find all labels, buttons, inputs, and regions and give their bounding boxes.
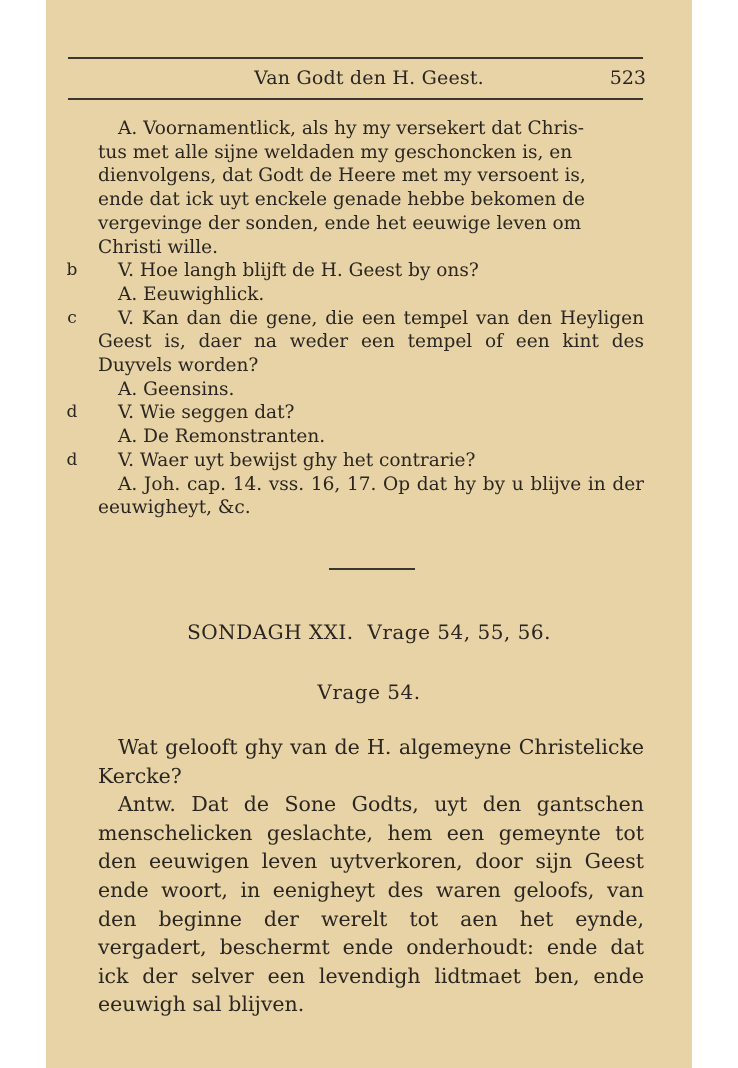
header-bottom-rule <box>68 98 643 100</box>
margin-note-b: b <box>66 260 78 281</box>
question-text: Wat gelooft ghy van de H. algemeyne Christelicke Kercke? <box>98 735 644 788</box>
book-page <box>46 0 692 1068</box>
question-paragraph <box>66 449 644 473</box>
answer-line: A. Voornamentlick, als hy my versekert dat Chris- <box>118 118 585 139</box>
question-text: V. Hoe langh blijft de H. Geest by ons? <box>118 260 479 282</box>
answer-text: Antw. Dat de Sone Godts, uyt den gantschen menschelicken geslachte, hem een gemeynte tot den eeuwigen leven uytverkoren, door sijn Geest ende woort, in eenigheyt des waren geloofs, van den beginne der werelt tot aen het eynde, vergadert, beschermt ende onderhoudt: ende dat ick der selver een levendigh lidtmaet ben, ende eeuwigh sal blijven. <box>98 792 644 1017</box>
answer-line: Christi wille. <box>98 236 218 258</box>
catechism-exchange-block <box>66 117 644 520</box>
sunday-heading <box>46 620 692 644</box>
page-number: 523 <box>609 67 646 89</box>
question-text: V. Waer uyt bewijst ghy het contrarie? <box>118 449 476 471</box>
section-divider <box>329 568 415 570</box>
answer-paragraph: A. Joh. cap. 14. vss. 16, 17. Op dat hy by u blijve in der eeuwigheyt, &c. <box>98 473 644 519</box>
answer-line: vergevinge der sonden, ende het eeuwige leven om <box>98 212 582 234</box>
question-text: V. Kan dan die gene, die een tempel van den Heyligen Geest is, daer na weder een tempel of een kint des Duyvels worden? <box>98 307 644 377</box>
question-paragraph <box>67 307 644 378</box>
margin-note-d: d <box>66 449 78 470</box>
answer-line: ende dat ick uyt enckele genade hebbe bekomen de <box>98 189 585 211</box>
margin-note-c: c <box>67 307 77 328</box>
question-text: V. Wie seggen dat? <box>118 402 295 424</box>
answer-line: dienvolgens, dat Godt de Heere met my versoent is, <box>98 165 586 187</box>
question-54-block <box>98 733 644 1019</box>
answer-paragraph: A. Eeuwighlick. <box>118 283 265 305</box>
answer-line: tus met alle sijne weldaden my geschoncken is, en <box>98 141 573 163</box>
running-title: Van Godt den H. Geest. <box>254 67 484 89</box>
answer-paragraph: A. De Remonstranten. <box>118 426 326 448</box>
answer-paragraph: A. Geensins. <box>118 378 235 400</box>
margin-note-d: d <box>66 402 78 423</box>
question-paragraph <box>66 259 644 283</box>
header-top-rule <box>68 57 643 59</box>
sunday-title: SONDAGH XXI. <box>187 620 354 644</box>
question-heading: Vrage 54. <box>317 680 421 704</box>
sunday-questions: Vrage 54, 55, 56. <box>367 620 551 644</box>
question-paragraph <box>66 401 644 425</box>
